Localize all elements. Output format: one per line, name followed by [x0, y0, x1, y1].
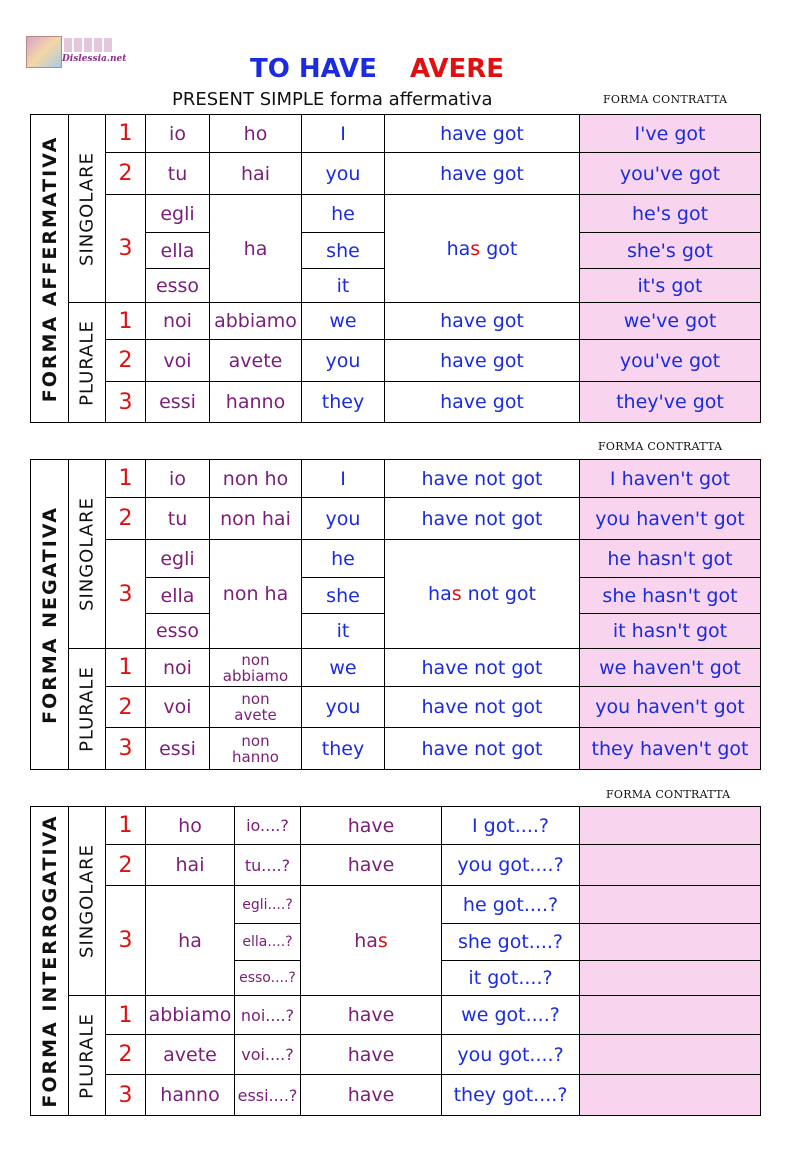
- title-english: TO HAVE: [250, 54, 377, 84]
- english-pronoun: he: [302, 195, 385, 233]
- italian-pronoun: egli: [146, 540, 210, 578]
- italian-pronoun: egli....?: [235, 886, 301, 924]
- singular-label: SINGOLARE: [69, 460, 106, 649]
- contracted-form: he's got: [580, 195, 761, 233]
- italian-pronoun: ella: [146, 233, 210, 269]
- english-form: have not got: [385, 460, 580, 498]
- english-pronoun: I: [302, 115, 385, 153]
- table-row: [31, 460, 761, 498]
- contracted-form: you haven't got: [580, 498, 761, 540]
- person-number: 3: [106, 886, 146, 996]
- english-auxiliary: have: [301, 1035, 442, 1075]
- table-row: [31, 340, 761, 382]
- section-label: FORMA AFFERMATIVA: [31, 115, 69, 423]
- italian-verb: non ha: [210, 540, 302, 649]
- english-form: she got....?: [442, 924, 580, 961]
- italian-pronoun: noi....?: [235, 996, 301, 1035]
- contracted-form: I haven't got: [580, 460, 761, 498]
- italian-verb: abbiamo: [146, 996, 235, 1035]
- italian-pronoun: esso: [146, 269, 210, 303]
- person-number: 2: [106, 845, 146, 886]
- italian-verb: hai: [210, 153, 302, 195]
- table-row: [31, 845, 761, 886]
- italian-verb: non hanno: [210, 728, 302, 770]
- italian-verb: ho: [210, 115, 302, 153]
- contracted-form-empty: [580, 807, 761, 845]
- contracted-form: she's got: [580, 233, 761, 269]
- table-row: [31, 1075, 761, 1116]
- italian-pronoun: esso: [146, 614, 210, 649]
- english-pronoun: they: [302, 382, 385, 423]
- italian-verb: hai: [146, 845, 235, 886]
- english-form: we got....?: [442, 996, 580, 1035]
- english-auxiliary: has: [301, 886, 442, 996]
- site-logo: [26, 36, 127, 70]
- logo-figures-image: [64, 38, 114, 52]
- table-row: [31, 498, 761, 540]
- singular-label: SINGOLARE: [69, 115, 106, 303]
- italian-pronoun: essi: [146, 728, 210, 770]
- contracted-form: we've got: [580, 303, 761, 340]
- italian-verb: hanno: [146, 1075, 235, 1116]
- english-form: they got....?: [442, 1075, 580, 1116]
- english-form: have got: [385, 303, 580, 340]
- table-row: [31, 886, 761, 924]
- contracted-form-empty: [580, 1075, 761, 1116]
- person-number: 1: [106, 649, 146, 687]
- english-form: he got....?: [442, 886, 580, 924]
- person-number: 2: [106, 340, 146, 382]
- plural-label: PLURALE: [69, 649, 106, 770]
- english-auxiliary: have: [301, 996, 442, 1035]
- english-pronoun: she: [302, 233, 385, 269]
- italian-verb: ha: [210, 195, 302, 303]
- english-pronoun: you: [302, 153, 385, 195]
- table-row: [31, 728, 761, 770]
- table-row: [31, 382, 761, 423]
- person-number: 3: [106, 195, 146, 303]
- italian-pronoun: voi: [146, 687, 210, 728]
- contracted-form-empty: [580, 996, 761, 1035]
- title-italian: AVERE: [410, 54, 505, 84]
- english-pronoun: you: [302, 687, 385, 728]
- person-number: 1: [106, 996, 146, 1035]
- english-form: have got: [385, 153, 580, 195]
- italian-verb: ha: [146, 886, 235, 996]
- interrogative-table: [30, 806, 761, 1116]
- person-number: 2: [106, 1035, 146, 1075]
- english-form: it got....?: [442, 961, 580, 996]
- person-number: 3: [106, 540, 146, 649]
- english-pronoun: it: [302, 269, 385, 303]
- italian-pronoun: ella....?: [235, 924, 301, 961]
- contracted-form: it's got: [580, 269, 761, 303]
- contracted-form: you haven't got: [580, 687, 761, 728]
- person-number: 2: [106, 153, 146, 195]
- italian-pronoun: noi: [146, 303, 210, 340]
- table-row: [31, 649, 761, 687]
- italian-verb: avete: [210, 340, 302, 382]
- plural-label: PLURALE: [69, 303, 106, 423]
- english-pronoun: he: [302, 540, 385, 578]
- english-auxiliary: have: [301, 845, 442, 886]
- contracted-form-empty: [580, 961, 761, 996]
- person-number: 1: [106, 115, 146, 153]
- person-number: 3: [106, 728, 146, 770]
- english-form: you got....?: [442, 1035, 580, 1075]
- section-label: FORMA NEGATIVA: [31, 460, 69, 770]
- contracted-form: you've got: [580, 340, 761, 382]
- contracted-form-label: FORMA CONTRATTA: [603, 93, 728, 106]
- section-label: FORMA INTERROGATIVA: [31, 807, 69, 1116]
- page-subtitle: PRESENT SIMPLE forma affermativa: [172, 89, 493, 110]
- italian-pronoun: ella: [146, 578, 210, 614]
- person-number: 1: [106, 460, 146, 498]
- logo-site-name: Dislessia.net: [62, 54, 127, 64]
- italian-verb: non abbiamo: [210, 649, 302, 687]
- english-pronoun: I: [302, 460, 385, 498]
- english-auxiliary: have: [301, 807, 442, 845]
- english-pronoun: you: [302, 498, 385, 540]
- contracted-form-label: FORMA CONTRATTA: [606, 788, 731, 801]
- italian-verb: non ho: [210, 460, 302, 498]
- italian-pronoun: noi: [146, 649, 210, 687]
- person-number: 3: [106, 382, 146, 423]
- italian-pronoun: io....?: [235, 807, 301, 845]
- italian-verb: non hai: [210, 498, 302, 540]
- italian-verb: non avete: [210, 687, 302, 728]
- english-form: you got....?: [442, 845, 580, 886]
- contracted-form-empty: [580, 845, 761, 886]
- italian-pronoun: egli: [146, 195, 210, 233]
- english-pronoun: we: [302, 303, 385, 340]
- plural-label: PLURALE: [69, 996, 106, 1116]
- table-row: [31, 807, 761, 845]
- italian-pronoun: voi: [146, 340, 210, 382]
- person-number: 3: [106, 1075, 146, 1116]
- english-auxiliary: have: [301, 1075, 442, 1116]
- english-form: have got: [385, 115, 580, 153]
- italian-verb: abbiamo: [210, 303, 302, 340]
- italian-pronoun: tu: [146, 153, 210, 195]
- italian-pronoun: esso....?: [235, 961, 301, 996]
- italian-pronoun: essi: [146, 382, 210, 423]
- contracted-form-empty: [580, 886, 761, 924]
- contracted-form: he hasn't got: [580, 540, 761, 578]
- english-pronoun: she: [302, 578, 385, 614]
- english-form: have not got: [385, 649, 580, 687]
- table-row: [31, 540, 761, 578]
- table-row: [31, 195, 761, 233]
- contracted-form-empty: [580, 924, 761, 961]
- singular-label: SINGOLARE: [69, 807, 106, 996]
- logo-blocks-image: [26, 36, 62, 68]
- contracted-form: it hasn't got: [580, 614, 761, 649]
- italian-pronoun: voi....?: [235, 1035, 301, 1075]
- contracted-form: you've got: [580, 153, 761, 195]
- table-row: [31, 153, 761, 195]
- english-form: have not got: [385, 728, 580, 770]
- english-pronoun: you: [302, 340, 385, 382]
- table-row: [31, 303, 761, 340]
- italian-verb: ho: [146, 807, 235, 845]
- italian-pronoun: essi....?: [235, 1075, 301, 1116]
- english-form: have got: [385, 382, 580, 423]
- italian-pronoun: io: [146, 115, 210, 153]
- italian-pronoun: tu....?: [235, 845, 301, 886]
- table-row: [31, 996, 761, 1035]
- contracted-form: they haven't got: [580, 728, 761, 770]
- contracted-form-label: FORMA CONTRATTA: [598, 440, 723, 453]
- italian-verb: hanno: [210, 382, 302, 423]
- table-row: [31, 115, 761, 153]
- contracted-form: they've got: [580, 382, 761, 423]
- english-form: have not got: [385, 687, 580, 728]
- english-pronoun: it: [302, 614, 385, 649]
- english-form: have not got: [385, 498, 580, 540]
- table-row: [31, 1035, 761, 1075]
- italian-verb: avete: [146, 1035, 235, 1075]
- italian-pronoun: io: [146, 460, 210, 498]
- table-row: [31, 687, 761, 728]
- person-number: 1: [106, 303, 146, 340]
- affirmative-table: [30, 114, 761, 423]
- contracted-form: she hasn't got: [580, 578, 761, 614]
- english-pronoun: they: [302, 728, 385, 770]
- contracted-form-empty: [580, 1035, 761, 1075]
- english-form: I got....?: [442, 807, 580, 845]
- english-pronoun: we: [302, 649, 385, 687]
- person-number: 2: [106, 498, 146, 540]
- english-form: has got: [385, 195, 580, 303]
- italian-pronoun: tu: [146, 498, 210, 540]
- contracted-form: I've got: [580, 115, 761, 153]
- contracted-form: we haven't got: [580, 649, 761, 687]
- negative-table: [30, 459, 761, 770]
- person-number: 2: [106, 687, 146, 728]
- english-form: have got: [385, 340, 580, 382]
- english-form: has not got: [385, 540, 580, 649]
- person-number: 1: [106, 807, 146, 845]
